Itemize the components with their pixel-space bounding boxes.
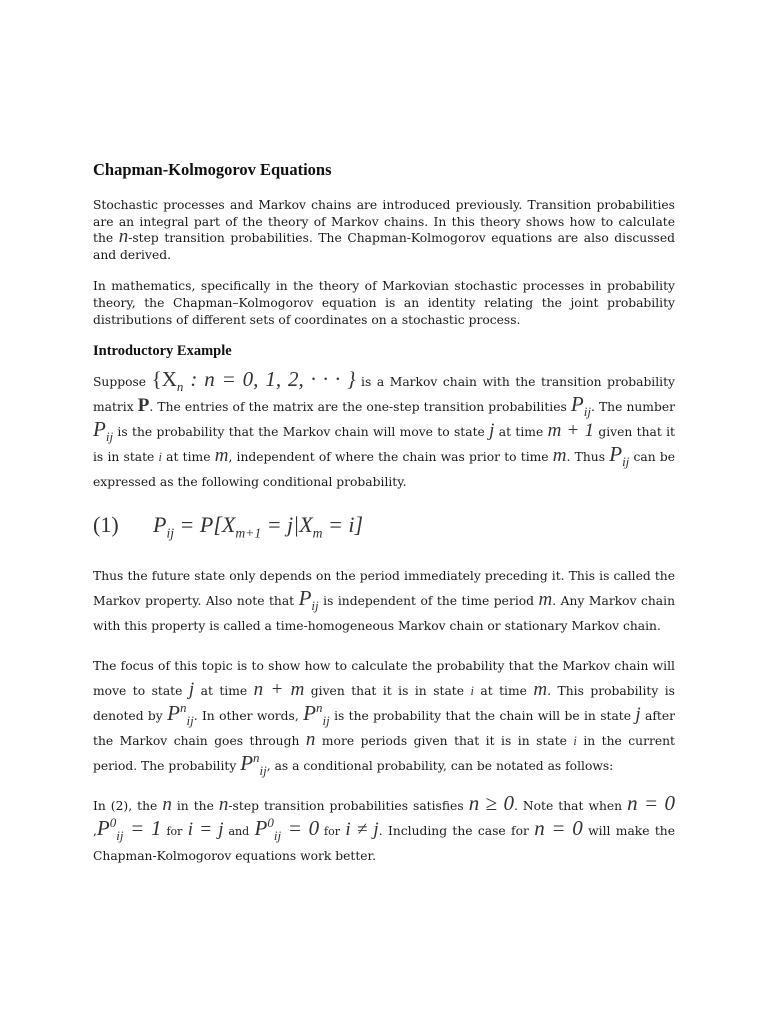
document-body	[93, 160, 675, 884]
equation-body: $P_{ij} = P[X_{m+1} = j|X_m = i]$	[153, 512, 364, 541]
section-heading: Introductory Example	[93, 343, 232, 360]
paragraph-markov-chain: Suppose {$X_n$ : n = 0, 1, 2, · · · } is a Markov chain with the transition probability matrix P. The entries of the matrix are the one-step transition probabilities $P_{ij}$. The number $P_{ij}$ is the probability that the Markov chain will move to state j at time m + 1 given that it is in state i at time m, independent of where the chain was prior to time m. Thus $P_{ij}$ can be expressed as the following conditional probability.	[93, 367, 676, 490]
paragraph-markov-property: Thus the future state only depends on the period immediately preceding it. This is called the Markov property. Also note that $P_{ij}$ is independent of the time period m. Any Markov chain with this property is called a time-homogeneous Markov chain or stationary Markov chain.	[93, 569, 675, 634]
equation-1	[93, 510, 675, 540]
paragraph-focus: The focus of this topic is to show how to calculate the probability that the Markov chain will move to state j at time n + m given that it is in state i at time m. This probability is denoted by $P^n_{ij}$. In other words, $P^n_{ij}$ is the probability that the chain will be in state j after the Markov chain goes through n more periods given that it is in state i in the current period. The probability $P^n_{ij}$, as a conditional probability, can be notated as follows:	[93, 659, 675, 779]
paragraph-intro: Stochastic processes and Markov chains are introduced previously. Transition probabilities are an integral part of the theory of Markov chains. In this theory shows how to calculate the n-step transition probabilities. The Chapman-Kolmogorov equations are also discussed and derived.	[93, 198, 675, 262]
page-title: Chapman-Kolmogorov Equations	[93, 160, 332, 179]
paragraph-definition: In mathematics, specifically in the theory of Markovian stochastic processes in probability theory, the Chapman–Kolmogorov equation is an identity relating the joint probability distributions of different sets of coordinates on a stochastic process.	[93, 279, 675, 327]
equation-number: (1)	[93, 512, 119, 538]
paragraph-n-step: In (2), the n in the n-step transition probabilities satisfies n ≥ 0. Note that when n = 0 $,P^0_{ij} = 1$ for i = j and $P^0_{ij} = 0$ for i ≠ j. Including the case for n = 0 will make the Chapman-Kolmogorov equations work better.	[93, 791, 676, 864]
